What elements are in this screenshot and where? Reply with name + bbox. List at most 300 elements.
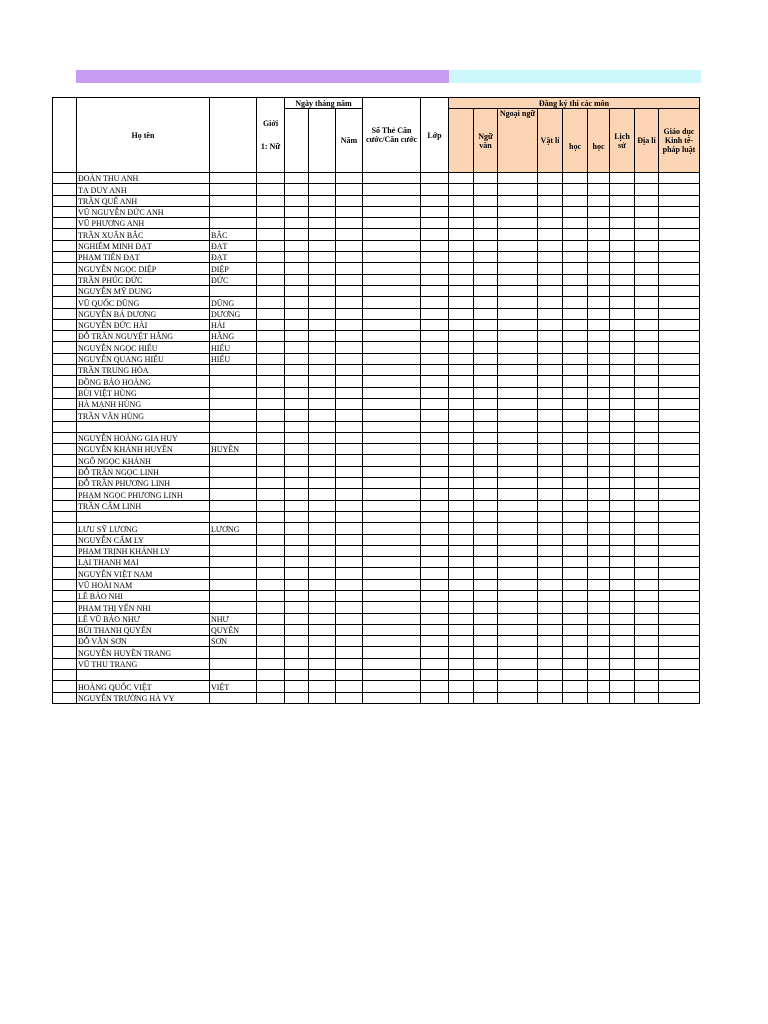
- cell-empty[interactable]: [449, 398, 474, 409]
- cell-empty[interactable]: [285, 195, 309, 206]
- cell-empty[interactable]: [610, 692, 635, 703]
- cell-empty[interactable]: [285, 624, 309, 635]
- cell-empty[interactable]: [285, 410, 309, 421]
- cell-empty[interactable]: [309, 624, 336, 635]
- cell-empty[interactable]: [309, 466, 336, 477]
- cell-empty[interactable]: [309, 647, 336, 658]
- cell-empty[interactable]: [257, 636, 285, 647]
- cell-empty[interactable]: [363, 274, 421, 285]
- cell-empty[interactable]: [610, 365, 635, 376]
- cell-empty[interactable]: [449, 545, 474, 556]
- cell-empty[interactable]: [659, 466, 700, 477]
- cell-empty[interactable]: [588, 613, 610, 624]
- cell-empty[interactable]: [588, 173, 610, 184]
- cell-empty[interactable]: [336, 568, 363, 579]
- cell-empty[interactable]: [285, 590, 309, 601]
- cell-empty[interactable]: [257, 523, 285, 534]
- cell-empty[interactable]: [498, 410, 538, 421]
- cell-empty[interactable]: [53, 184, 77, 195]
- cell-empty[interactable]: [449, 523, 474, 534]
- cell-empty[interactable]: [421, 376, 449, 387]
- cell-empty[interactable]: [285, 511, 309, 522]
- cell-empty[interactable]: [588, 229, 610, 240]
- cell-empty[interactable]: [363, 500, 421, 511]
- cell-empty[interactable]: [285, 229, 309, 240]
- cell-empty[interactable]: [257, 240, 285, 251]
- cell-empty[interactable]: [363, 421, 421, 432]
- cell-empty[interactable]: [563, 478, 588, 489]
- cell-empty[interactable]: [257, 478, 285, 489]
- cell-empty[interactable]: [610, 206, 635, 217]
- cell-empty[interactable]: [309, 500, 336, 511]
- cell-empty[interactable]: [659, 444, 700, 455]
- cell-empty[interactable]: [538, 636, 563, 647]
- cell-empty[interactable]: [449, 353, 474, 364]
- cell-empty[interactable]: [309, 240, 336, 251]
- cell-empty[interactable]: [336, 173, 363, 184]
- cell-short-name[interactable]: [210, 195, 257, 206]
- cell-empty[interactable]: [538, 613, 563, 624]
- cell-empty[interactable]: [449, 274, 474, 285]
- cell-empty[interactable]: [285, 184, 309, 195]
- cell-empty[interactable]: [309, 681, 336, 692]
- cell-empty[interactable]: [659, 568, 700, 579]
- cell-empty[interactable]: [285, 670, 309, 681]
- cell-empty[interactable]: [610, 331, 635, 342]
- cell-empty[interactable]: [53, 568, 77, 579]
- cell-short-name[interactable]: [210, 500, 257, 511]
- cell-empty[interactable]: [309, 534, 336, 545]
- cell-empty[interactable]: [588, 545, 610, 556]
- cell-empty[interactable]: [421, 398, 449, 409]
- cell-empty[interactable]: [449, 229, 474, 240]
- cell-empty[interactable]: [285, 342, 309, 353]
- cell-empty[interactable]: [474, 410, 498, 421]
- cell-empty[interactable]: [285, 545, 309, 556]
- cell-empty[interactable]: [257, 297, 285, 308]
- cell-full-name[interactable]: ĐOÀN THU ANH: [77, 173, 210, 184]
- cell-empty[interactable]: [659, 557, 700, 568]
- cell-empty[interactable]: [588, 466, 610, 477]
- cell-empty[interactable]: [421, 206, 449, 217]
- cell-empty[interactable]: [421, 557, 449, 568]
- cell-empty[interactable]: [635, 692, 659, 703]
- cell-empty[interactable]: [538, 319, 563, 330]
- cell-empty[interactable]: [363, 308, 421, 319]
- cell-empty[interactable]: [563, 308, 588, 319]
- cell-empty[interactable]: [363, 624, 421, 635]
- cell-short-name[interactable]: [210, 376, 257, 387]
- cell-empty[interactable]: [53, 319, 77, 330]
- cell-full-name[interactable]: TRẦN PHÚC ĐỨC: [77, 274, 210, 285]
- cell-empty[interactable]: [257, 274, 285, 285]
- cell-empty[interactable]: [563, 670, 588, 681]
- cell-empty[interactable]: [635, 285, 659, 296]
- cell-empty[interactable]: [363, 523, 421, 534]
- cell-empty[interactable]: [421, 184, 449, 195]
- cell-empty[interactable]: [285, 218, 309, 229]
- cell-empty[interactable]: [363, 240, 421, 251]
- cell-empty[interactable]: [53, 511, 77, 522]
- cell-empty[interactable]: [474, 455, 498, 466]
- cell-empty[interactable]: [285, 692, 309, 703]
- cell-empty[interactable]: [336, 511, 363, 522]
- cell-empty[interactable]: [498, 602, 538, 613]
- cell-empty[interactable]: [474, 489, 498, 500]
- cell-empty[interactable]: [588, 557, 610, 568]
- cell-empty[interactable]: [421, 263, 449, 274]
- cell-empty[interactable]: [285, 658, 309, 669]
- cell-empty[interactable]: [659, 387, 700, 398]
- cell-empty[interactable]: [659, 636, 700, 647]
- cell-empty[interactable]: [421, 636, 449, 647]
- cell-empty[interactable]: [635, 489, 659, 500]
- cell-empty[interactable]: [610, 590, 635, 601]
- cell-empty[interactable]: [474, 218, 498, 229]
- cell-empty[interactable]: [53, 455, 77, 466]
- cell-empty[interactable]: [588, 331, 610, 342]
- cell-empty[interactable]: [635, 511, 659, 522]
- cell-empty[interactable]: [659, 285, 700, 296]
- cell-empty[interactable]: [498, 353, 538, 364]
- cell-empty[interactable]: [474, 432, 498, 443]
- cell-empty[interactable]: [257, 195, 285, 206]
- cell-empty[interactable]: [563, 647, 588, 658]
- cell-empty[interactable]: [635, 478, 659, 489]
- cell-empty[interactable]: [336, 410, 363, 421]
- cell-empty[interactable]: [635, 534, 659, 545]
- cell-empty[interactable]: [659, 511, 700, 522]
- cell-empty[interactable]: [421, 229, 449, 240]
- cell-empty[interactable]: [610, 658, 635, 669]
- cell-empty[interactable]: [659, 206, 700, 217]
- cell-empty[interactable]: [309, 229, 336, 240]
- cell-empty[interactable]: [538, 331, 563, 342]
- cell-empty[interactable]: [563, 545, 588, 556]
- cell-empty[interactable]: [363, 613, 421, 624]
- cell-empty[interactable]: [474, 613, 498, 624]
- cell-full-name[interactable]: ĐỒNG BẢO HOÀNG: [77, 376, 210, 387]
- cell-empty[interactable]: [563, 455, 588, 466]
- cell-full-name[interactable]: TẠ DUY ANH: [77, 184, 210, 195]
- cell-empty[interactable]: [257, 353, 285, 364]
- cell-empty[interactable]: [563, 421, 588, 432]
- cell-empty[interactable]: [538, 206, 563, 217]
- cell-empty[interactable]: [563, 398, 588, 409]
- cell-empty[interactable]: [336, 636, 363, 647]
- cell-empty[interactable]: [421, 297, 449, 308]
- cell-empty[interactable]: [498, 252, 538, 263]
- cell-empty[interactable]: [285, 274, 309, 285]
- cell-empty[interactable]: [285, 602, 309, 613]
- cell-empty[interactable]: [610, 342, 635, 353]
- cell-empty[interactable]: [474, 681, 498, 692]
- cell-empty[interactable]: [474, 331, 498, 342]
- cell-empty[interactable]: [363, 478, 421, 489]
- cell-empty[interactable]: [336, 681, 363, 692]
- cell-empty[interactable]: [363, 365, 421, 376]
- cell-empty[interactable]: [449, 173, 474, 184]
- cell-empty[interactable]: [363, 511, 421, 522]
- cell-empty[interactable]: [474, 534, 498, 545]
- cell-empty[interactable]: [449, 478, 474, 489]
- cell-empty[interactable]: [610, 421, 635, 432]
- cell-empty[interactable]: [659, 173, 700, 184]
- cell-empty[interactable]: [257, 647, 285, 658]
- cell-empty[interactable]: [635, 421, 659, 432]
- cell-empty[interactable]: [610, 511, 635, 522]
- cell-empty[interactable]: [563, 500, 588, 511]
- cell-full-name[interactable]: LẠI THANH MAI: [77, 557, 210, 568]
- cell-empty[interactable]: [257, 410, 285, 421]
- cell-full-name[interactable]: NGUYỄN ĐỨC HẢI: [77, 319, 210, 330]
- cell-empty[interactable]: [363, 455, 421, 466]
- cell-empty[interactable]: [336, 613, 363, 624]
- cell-empty[interactable]: [588, 285, 610, 296]
- cell-empty[interactable]: [309, 331, 336, 342]
- cell-empty[interactable]: [449, 444, 474, 455]
- cell-short-name[interactable]: DƯƠNG: [210, 308, 257, 319]
- cell-empty[interactable]: [53, 432, 77, 443]
- cell-empty[interactable]: [336, 331, 363, 342]
- cell-empty[interactable]: [363, 681, 421, 692]
- cell-empty[interactable]: [285, 387, 309, 398]
- cell-empty[interactable]: [257, 534, 285, 545]
- cell-empty[interactable]: [538, 670, 563, 681]
- cell-empty[interactable]: [474, 353, 498, 364]
- cell-empty[interactable]: [610, 478, 635, 489]
- cell-empty[interactable]: [635, 658, 659, 669]
- cell-empty[interactable]: [449, 602, 474, 613]
- cell-empty[interactable]: [53, 613, 77, 624]
- cell-short-name[interactable]: [210, 579, 257, 590]
- cell-empty[interactable]: [257, 229, 285, 240]
- cell-empty[interactable]: [421, 670, 449, 681]
- cell-empty[interactable]: [588, 478, 610, 489]
- cell-full-name[interactable]: VŨ HOÀI NAM: [77, 579, 210, 590]
- cell-empty[interactable]: [421, 173, 449, 184]
- cell-empty[interactable]: [498, 365, 538, 376]
- cell-empty[interactable]: [449, 692, 474, 703]
- cell-empty[interactable]: [635, 624, 659, 635]
- cell-empty[interactable]: [538, 489, 563, 500]
- cell-empty[interactable]: [421, 274, 449, 285]
- cell-empty[interactable]: [336, 466, 363, 477]
- cell-empty[interactable]: [563, 432, 588, 443]
- cell-full-name[interactable]: PHẠM THỊ YẾN NHI: [77, 602, 210, 613]
- cell-full-name[interactable]: NGUYỄN HOÀNG GIA HUY: [77, 432, 210, 443]
- cell-empty[interactable]: [363, 297, 421, 308]
- cell-empty[interactable]: [449, 240, 474, 251]
- cell-empty[interactable]: [563, 376, 588, 387]
- cell-empty[interactable]: [309, 511, 336, 522]
- cell-empty[interactable]: [421, 218, 449, 229]
- cell-empty[interactable]: [53, 353, 77, 364]
- cell-empty[interactable]: [285, 308, 309, 319]
- cell-empty[interactable]: [474, 252, 498, 263]
- cell-empty[interactable]: [336, 455, 363, 466]
- cell-empty[interactable]: [336, 308, 363, 319]
- cell-empty[interactable]: [659, 263, 700, 274]
- cell-empty[interactable]: [53, 410, 77, 421]
- cell-empty[interactable]: [309, 297, 336, 308]
- cell-empty[interactable]: [498, 285, 538, 296]
- cell-empty[interactable]: [610, 432, 635, 443]
- cell-empty[interactable]: [474, 500, 498, 511]
- cell-empty[interactable]: [538, 387, 563, 398]
- cell-empty[interactable]: [363, 342, 421, 353]
- cell-empty[interactable]: [309, 410, 336, 421]
- cell-empty[interactable]: [285, 557, 309, 568]
- cell-short-name[interactable]: [210, 455, 257, 466]
- cell-empty[interactable]: [449, 342, 474, 353]
- cell-empty[interactable]: [363, 195, 421, 206]
- cell-empty[interactable]: [363, 432, 421, 443]
- cell-empty[interactable]: [498, 545, 538, 556]
- cell-empty[interactable]: [449, 636, 474, 647]
- cell-empty[interactable]: [474, 579, 498, 590]
- cell-empty[interactable]: [474, 184, 498, 195]
- cell-empty[interactable]: [474, 398, 498, 409]
- cell-empty[interactable]: [309, 387, 336, 398]
- cell-empty[interactable]: [538, 398, 563, 409]
- cell-empty[interactable]: [309, 444, 336, 455]
- cell-empty[interactable]: [309, 658, 336, 669]
- cell-empty[interactable]: [563, 387, 588, 398]
- cell-full-name[interactable]: NGUYỄN TRƯỜNG HÀ VY: [77, 692, 210, 703]
- cell-empty[interactable]: [563, 602, 588, 613]
- cell-empty[interactable]: [421, 602, 449, 613]
- cell-empty[interactable]: [588, 636, 610, 647]
- cell-empty[interactable]: [449, 579, 474, 590]
- cell-empty[interactable]: [309, 692, 336, 703]
- cell-empty[interactable]: [588, 455, 610, 466]
- cell-empty[interactable]: [363, 218, 421, 229]
- cell-empty[interactable]: [421, 478, 449, 489]
- cell-empty[interactable]: [610, 376, 635, 387]
- cell-short-name[interactable]: ĐẠT: [210, 252, 257, 263]
- cell-full-name[interactable]: [77, 421, 210, 432]
- cell-empty[interactable]: [659, 681, 700, 692]
- cell-empty[interactable]: [449, 670, 474, 681]
- cell-empty[interactable]: [53, 252, 77, 263]
- cell-empty[interactable]: [363, 670, 421, 681]
- cell-empty[interactable]: [336, 579, 363, 590]
- cell-empty[interactable]: [588, 319, 610, 330]
- cell-empty[interactable]: [421, 568, 449, 579]
- cell-empty[interactable]: [257, 263, 285, 274]
- cell-empty[interactable]: [309, 263, 336, 274]
- cell-empty[interactable]: [659, 647, 700, 658]
- cell-empty[interactable]: [563, 206, 588, 217]
- cell-empty[interactable]: [498, 331, 538, 342]
- cell-empty[interactable]: [336, 545, 363, 556]
- cell-empty[interactable]: [538, 285, 563, 296]
- cell-empty[interactable]: [449, 511, 474, 522]
- cell-empty[interactable]: [363, 590, 421, 601]
- cell-empty[interactable]: [588, 590, 610, 601]
- cell-empty[interactable]: [53, 218, 77, 229]
- cell-empty[interactable]: [285, 206, 309, 217]
- cell-empty[interactable]: [257, 658, 285, 669]
- cell-empty[interactable]: [588, 353, 610, 364]
- cell-empty[interactable]: [257, 331, 285, 342]
- cell-empty[interactable]: [53, 489, 77, 500]
- cell-empty[interactable]: [53, 466, 77, 477]
- cell-empty[interactable]: [635, 432, 659, 443]
- cell-empty[interactable]: [563, 534, 588, 545]
- cell-empty[interactable]: [474, 387, 498, 398]
- cell-full-name[interactable]: NGUYỄN KHÁNH HUYỀN: [77, 444, 210, 455]
- cell-empty[interactable]: [610, 229, 635, 240]
- cell-full-name[interactable]: VŨ QUỐC DŨNG: [77, 297, 210, 308]
- cell-empty[interactable]: [285, 376, 309, 387]
- cell-full-name[interactable]: PHẠM TIẾN ĐẠT: [77, 252, 210, 263]
- cell-empty[interactable]: [563, 523, 588, 534]
- cell-empty[interactable]: [588, 432, 610, 443]
- cell-empty[interactable]: [498, 173, 538, 184]
- cell-empty[interactable]: [309, 319, 336, 330]
- cell-empty[interactable]: [421, 590, 449, 601]
- cell-empty[interactable]: [421, 444, 449, 455]
- cell-short-name[interactable]: HIẾU: [210, 342, 257, 353]
- cell-empty[interactable]: [474, 466, 498, 477]
- cell-empty[interactable]: [336, 274, 363, 285]
- cell-empty[interactable]: [257, 557, 285, 568]
- cell-empty[interactable]: [421, 658, 449, 669]
- cell-empty[interactable]: [610, 523, 635, 534]
- cell-empty[interactable]: [635, 398, 659, 409]
- cell-empty[interactable]: [336, 319, 363, 330]
- cell-empty[interactable]: [421, 319, 449, 330]
- cell-empty[interactable]: [257, 365, 285, 376]
- cell-empty[interactable]: [363, 173, 421, 184]
- cell-empty[interactable]: [336, 398, 363, 409]
- cell-empty[interactable]: [635, 557, 659, 568]
- cell-empty[interactable]: [538, 545, 563, 556]
- cell-empty[interactable]: [474, 602, 498, 613]
- cell-empty[interactable]: [498, 297, 538, 308]
- cell-full-name[interactable]: NGUYỄN MỸ DUNG: [77, 285, 210, 296]
- cell-empty[interactable]: [588, 387, 610, 398]
- cell-empty[interactable]: [498, 670, 538, 681]
- cell-empty[interactable]: [309, 195, 336, 206]
- cell-empty[interactable]: [53, 398, 77, 409]
- cell-empty[interactable]: [588, 579, 610, 590]
- cell-empty[interactable]: [563, 410, 588, 421]
- cell-empty[interactable]: [336, 421, 363, 432]
- cell-empty[interactable]: [309, 523, 336, 534]
- cell-empty[interactable]: [285, 534, 309, 545]
- cell-empty[interactable]: [659, 365, 700, 376]
- cell-empty[interactable]: [449, 218, 474, 229]
- cell-empty[interactable]: [498, 478, 538, 489]
- cell-empty[interactable]: [635, 670, 659, 681]
- cell-empty[interactable]: [474, 624, 498, 635]
- cell-empty[interactable]: [474, 636, 498, 647]
- cell-empty[interactable]: [635, 455, 659, 466]
- cell-empty[interactable]: [659, 319, 700, 330]
- cell-empty[interactable]: [498, 342, 538, 353]
- cell-empty[interactable]: [588, 624, 610, 635]
- cell-short-name[interactable]: DŨNG: [210, 297, 257, 308]
- cell-empty[interactable]: [53, 365, 77, 376]
- cell-empty[interactable]: [257, 206, 285, 217]
- cell-empty[interactable]: [610, 624, 635, 635]
- cell-empty[interactable]: [363, 568, 421, 579]
- cell-empty[interactable]: [257, 466, 285, 477]
- cell-empty[interactable]: [257, 590, 285, 601]
